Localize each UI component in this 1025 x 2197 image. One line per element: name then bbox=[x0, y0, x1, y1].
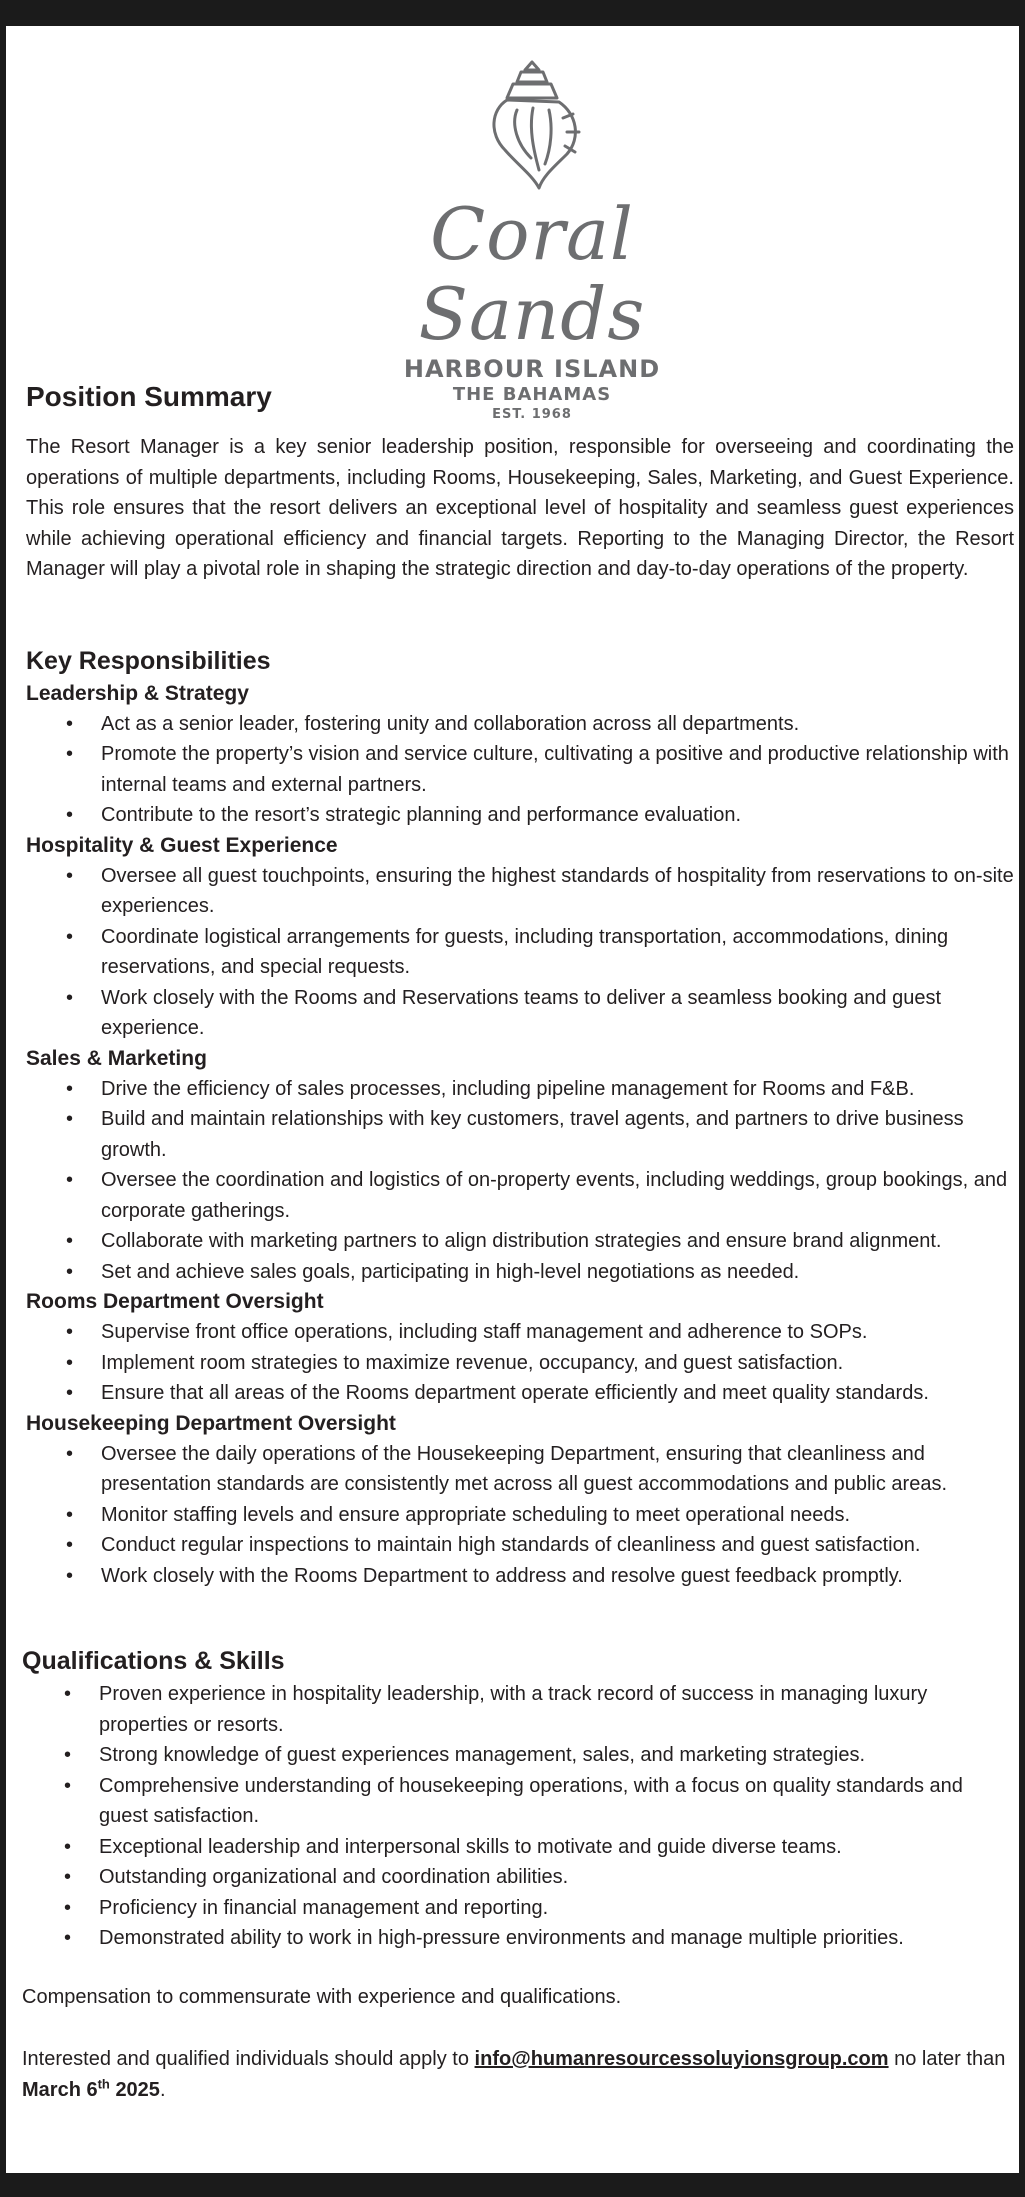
list-item: • Implement room strategies to maximize revenue, occupancy, and guest satisfaction. bbox=[26, 1348, 1014, 1379]
list-item: • Strong knowledge of guest experiences management, sales, and marketing strategies. bbox=[22, 1740, 1014, 1771]
coral-sands-logo bbox=[342, 58, 722, 422]
list-item: • Work closely with the Rooms and Reservations teams to deliver a seamless booking and guest experience. bbox=[26, 983, 1014, 1044]
deadline-year: 2025 bbox=[115, 2078, 160, 2101]
deadline-ordinal: th bbox=[97, 2075, 110, 2091]
qualifications-section bbox=[22, 1643, 1014, 2105]
subheading-hospitality-guest-experience: Hospitality & Guest Experience bbox=[26, 833, 338, 857]
list-item: • Oversee the daily operations of the Housekeeping Department, ensuring that cleanliness and presentation standards are consistently met across all guest accommodations and public areas. bbox=[26, 1439, 1014, 1500]
deadline-date bbox=[22, 2075, 160, 2101]
qualifications-list bbox=[22, 1679, 1014, 1954]
logo-location: HARBOUR ISLAND bbox=[403, 355, 661, 383]
apply-prefix: Interested and qualified individuals should apply to bbox=[22, 2048, 469, 2070]
list-item: • Supervise front office operations, including staff management and adherence to SOPs. bbox=[26, 1317, 1014, 1348]
list-item: • Oversee all guest touchpoints, ensuring the highest standards of hospitality from reservations to on-site experiences. bbox=[26, 861, 1014, 922]
list-item: • Ensure that all areas of the Rooms department operate efficiently and meet quality standards. bbox=[26, 1378, 1014, 1409]
apply-end: . bbox=[159, 2078, 166, 2101]
logo-established: EST. 1968 bbox=[492, 407, 572, 422]
leadership-strategy-list bbox=[26, 709, 1014, 831]
list-item: • Comprehensive understanding of housekeeping operations, with a focus on quality standards and guest satisfaction. bbox=[22, 1771, 1014, 1832]
list-item: • Collaborate with marketing partners to align distribution strategies and ensure brand alignment. bbox=[26, 1226, 1014, 1257]
rooms-department-list bbox=[26, 1317, 1014, 1409]
logo-country: THE BAHAMAS bbox=[452, 384, 612, 405]
conch-shell-icon bbox=[477, 58, 587, 192]
list-item: • Conduct regular inspections to maintain high standards of cleanliness and guest satisfaction. bbox=[26, 1530, 1014, 1561]
list-item: • Work closely with the Rooms Department to address and resolve guest feedback promptly. bbox=[26, 1561, 1014, 1592]
hospitality-list bbox=[26, 861, 1014, 1044]
job-posting-content bbox=[22, 378, 1014, 2105]
logo-wordmark: Coral Sands bbox=[418, 192, 646, 356]
list-item: • Demonstrated ability to work in high-pressure environments and manage multiple priorities. bbox=[22, 1923, 1014, 1954]
key-responsibilities-heading: Key Responsibilities bbox=[26, 646, 271, 675]
list-item: • Outstanding organizational and coordination abilities. bbox=[22, 1862, 1014, 1893]
position-summary-heading: Position Summary bbox=[26, 381, 272, 412]
list-item: • Exceptional leadership and interpersonal skills to motivate and guide diverse teams. bbox=[22, 1832, 1014, 1863]
document-page bbox=[6, 26, 1019, 2173]
list-item: • Set and achieve sales goals, participating in high-level negotiations as needed. bbox=[26, 1257, 1014, 1288]
list-item: • Proficiency in financial management and reporting. bbox=[22, 1893, 1014, 1924]
apply-middle: no later than bbox=[894, 2048, 1006, 2070]
subheading-rooms-department: Rooms Department Oversight bbox=[26, 1290, 324, 1313]
list-item: • Contribute to the resort’s strategic planning and performance evaluation. bbox=[26, 800, 1014, 831]
list-item: • Coordinate logistical arrangements for guests, including transportation, accommodations, dining reservations, and special requests. bbox=[26, 922, 1014, 983]
list-item: • Oversee the coordination and logistics of on-property events, including weddings, group bookings, and corporate gatherings. bbox=[26, 1165, 1014, 1226]
list-item: • Monitor staffing levels and ensure appropriate scheduling to meet operational needs. bbox=[26, 1500, 1014, 1531]
position-summary-text: The Resort Manager is a key senior leadership position, responsible for overseeing and coordinating the operations of multiple departments, including Rooms, Housekeeping, Sales, Marketing, and Guest Experience. This role ensures that the resort delivers an exceptional level of hospitality and seamless guest experiences while achieving operational efficiency and financial targets. Reporting to the Managing Director, the Resort Manager will play a pivotal role in shaping the strategic direction and day-to-day operations of the property. bbox=[26, 436, 1014, 580]
key-responsibilities-section bbox=[26, 643, 1014, 1592]
compensation-text: Compensation to commensurate with experience and qualifications. bbox=[22, 1985, 622, 2008]
list-item: • Build and maintain relationships with key customers, travel agents, and partners to drive business growth. bbox=[26, 1104, 1014, 1165]
position-summary-section bbox=[26, 378, 1014, 585]
deadline-month-day: March 6 bbox=[22, 2078, 98, 2101]
housekeeping-list bbox=[26, 1439, 1014, 1592]
subheading-housekeeping-department: Housekeeping Department Oversight bbox=[26, 1411, 396, 1435]
sales-marketing-list bbox=[26, 1074, 1014, 1288]
list-item: • Act as a senior leader, fostering unity and collaboration across all departments. bbox=[26, 709, 1014, 740]
qualifications-heading: Qualifications & Skills bbox=[22, 1647, 285, 1675]
subheading-leadership-strategy: Leadership & Strategy bbox=[26, 681, 249, 705]
list-item: • Promote the property’s vision and service culture, cultivating a positive and productive relationship with internal teams and external partners. bbox=[26, 739, 1014, 800]
email-link[interactable]: info@humanresourcessoluyionsgroup.com bbox=[474, 2048, 889, 2070]
list-item: • Drive the efficiency of sales processes, including pipeline management for Rooms and F&B. bbox=[26, 1074, 1014, 1105]
application-instructions bbox=[22, 2044, 1014, 2105]
list-item: • Proven experience in hospitality leadership, with a track record of success in managing luxury properties or resorts. bbox=[22, 1679, 1014, 1740]
subheading-sales-marketing: Sales & Marketing bbox=[26, 1046, 207, 1070]
